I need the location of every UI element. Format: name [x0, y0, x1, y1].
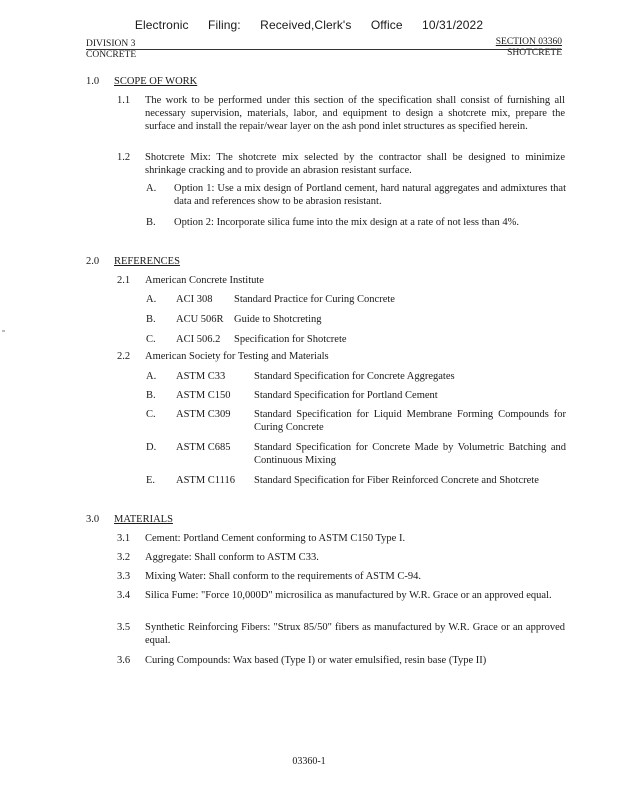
reference-letter: A. [146, 294, 157, 305]
page-number: 03360-1 [292, 756, 326, 767]
item-text: Curing Compounds: Wax based (Type I) or water emulsified, resin base (Type II) [145, 655, 487, 666]
item-number: 3.4 [117, 590, 131, 601]
section-title: REFERENCES [114, 256, 180, 267]
reference-letter: B. [146, 390, 156, 401]
section-label: SECTION 03360 [495, 37, 562, 47]
reference-title: Standard Specification for Liquid Membrane Forming Compounds for Curing Concrete [254, 409, 566, 433]
reference-letter: C. [146, 334, 156, 345]
header-right [496, 37, 562, 59]
item-number: 3.5 [117, 622, 131, 633]
reference-title: Standard Specification for Concrete Made by Volumetric Batching and Continuous Mixing [254, 442, 566, 466]
reference-code: ACI 506.2 [176, 334, 221, 345]
reference-letter: C. [146, 409, 156, 420]
reference-letter: B. [146, 314, 156, 325]
section-number: 1.0 [86, 76, 100, 87]
item-text: American Society for Testing and Materials [145, 351, 329, 362]
section-name: SHOTCRETE [507, 48, 562, 58]
reference-title: Standard Specification for Fiber Reinforced Concrete and Shotcrete [254, 475, 539, 486]
header-left [86, 39, 136, 61]
item-number: 1.1 [117, 95, 131, 106]
section-number: 2.0 [86, 256, 100, 267]
reference-title: Standard Specification for Concrete Aggregates [254, 371, 455, 382]
filing-stamp [0, 19, 618, 32]
sub-item-letter: B. [146, 217, 156, 228]
item-number: 2.2 [117, 351, 131, 362]
item-text: Shotcrete Mix: The shotcrete mix selected by the contractor shall be designed to minimize shrinkage cracking and to provide an abrasion resistant surface. [145, 152, 565, 176]
scan-mark [2, 330, 5, 332]
item-text: Aggregate: Shall conform to ASTM C33. [145, 552, 319, 563]
reference-code: ASTM C685 [176, 442, 231, 453]
item-text: The work to be performed under this section of the specification shall consist of furnishing all necessary supervision, materials, labor, and equipment to design a shotcrete mix, prepare the surface and install the repair/wear layer on the ash pond inlet structures as specified herein. [145, 95, 565, 132]
item-number: 1.2 [117, 152, 131, 163]
reference-code: ACU 506R [176, 314, 224, 325]
stamp-office: Office [370, 18, 403, 32]
section-title: SCOPE OF WORK [114, 76, 198, 87]
reference-code: ASTM C1116 [176, 475, 236, 486]
stamp-received: Received,Clerk's [260, 18, 352, 32]
division-label: DIVISION 3 [86, 39, 136, 49]
item-text: American Concrete Institute [145, 275, 264, 286]
reference-letter: E. [146, 475, 156, 486]
section-title: MATERIALS [114, 514, 173, 525]
reference-title: Specification for Shotcrete [234, 334, 347, 345]
header-rule [86, 49, 562, 50]
item-number: 2.1 [117, 275, 131, 286]
division-name: CONCRETE [86, 50, 137, 60]
item-number: 3.2 [117, 552, 131, 563]
reference-title: Standard Practice for Curing Concrete [234, 294, 395, 305]
sub-item-letter: A. [146, 183, 157, 194]
item-number: 3.1 [117, 533, 131, 544]
reference-title: Guide to Shotcreting [234, 314, 322, 325]
item-text: Synthetic Reinforcing Fibers: "Strux 85/50" fibers as manufactured by W.R. Grace or an approved equal. [145, 622, 565, 646]
stamp-date: 10/31/2022 [422, 18, 484, 32]
reference-code: ACI 308 [176, 294, 213, 305]
reference-letter: D. [146, 442, 157, 453]
stamp-electronic: Electronic [134, 18, 189, 32]
item-text: Silica Fume: "Force 10,000D" microsilica as manufactured by W.R. Grace or an approved equal. [145, 590, 552, 601]
sub-item-text: Option 1: Use a mix design of Portland cement, hard natural aggregates and admixtures that data and references show to be abrasion resistant. [174, 183, 566, 207]
reference-title: Standard Specification for Portland Cement [254, 390, 438, 401]
section-number: 3.0 [86, 514, 100, 525]
sub-item-text: Option 2: Incorporate silica fume into the mix design at a rate of not less than 4%. [174, 217, 519, 228]
reference-code: ASTM C309 [176, 409, 231, 420]
reference-code: ASTM C33 [176, 371, 226, 382]
item-text: Mixing Water: Shall conform to the requirements of ASTM C-94. [145, 571, 422, 582]
item-text: Cement: Portland Cement conforming to ASTM C150 Type I. [145, 533, 406, 544]
item-number: 3.3 [117, 571, 131, 582]
reference-letter: A. [146, 371, 157, 382]
item-number: 3.6 [117, 655, 131, 666]
stamp-filing: Filing: [208, 18, 241, 32]
reference-code: ASTM C150 [176, 390, 231, 401]
